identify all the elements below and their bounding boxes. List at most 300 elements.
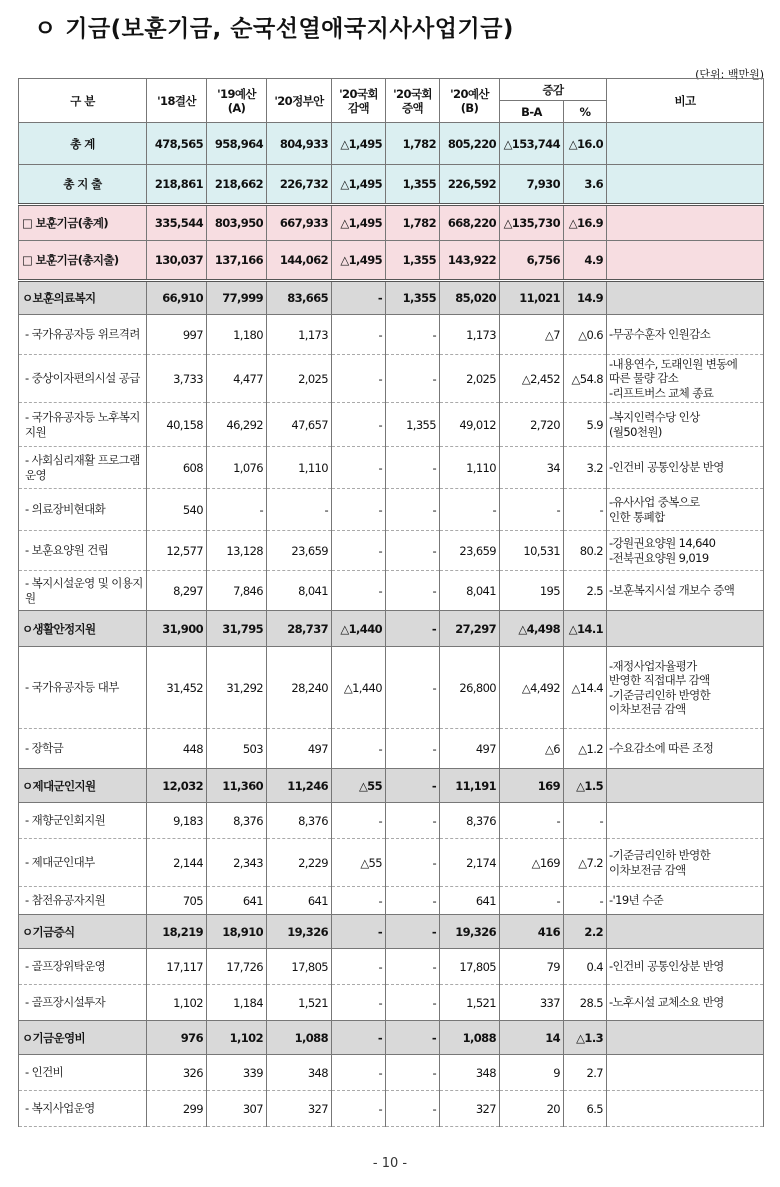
- table-row: [19, 985, 764, 1021]
- cell-value: -: [332, 985, 386, 1021]
- cell-value: 31,292: [207, 647, 267, 729]
- cell-value: 1,782: [386, 123, 440, 165]
- note-line: -기준금리인하 반영한: [609, 848, 711, 862]
- cell-value: △2,452: [500, 355, 564, 403]
- cell-value: 23,659: [440, 531, 500, 571]
- cell-value: 17,805: [267, 949, 332, 985]
- cell-value: 416: [500, 915, 564, 949]
- cell-value: 2,025: [440, 355, 500, 403]
- cell-value: -: [332, 915, 386, 949]
- cell-value: -: [386, 887, 440, 915]
- cell-value: 1,102: [147, 985, 207, 1021]
- cell-value: 8,297: [147, 571, 207, 611]
- cell-value: -: [332, 803, 386, 839]
- table-row: [19, 489, 764, 531]
- row-note: [607, 489, 764, 531]
- cell-value: 12,032: [147, 769, 207, 803]
- cell-value: 11,246: [267, 769, 332, 803]
- row-note: [607, 1091, 764, 1127]
- cell-value: 7,930: [500, 165, 564, 205]
- cell-value: 958,964: [207, 123, 267, 165]
- cell-value: 19,326: [440, 915, 500, 949]
- row-label: ㅇ기금운영비: [19, 1021, 147, 1055]
- cell-value: 3.6: [564, 165, 607, 205]
- cell-value: -: [386, 531, 440, 571]
- cell-value: 9: [500, 1055, 564, 1091]
- cell-value: 803,950: [207, 205, 267, 241]
- cell-value: -: [332, 571, 386, 611]
- table-row: [19, 571, 764, 611]
- cell-value: -: [332, 1055, 386, 1091]
- cell-value: △1.5: [564, 769, 607, 803]
- cell-value: 49,012: [440, 403, 500, 447]
- cell-value: -: [386, 355, 440, 403]
- grp-row: [19, 1021, 764, 1055]
- note-line: -복지인력수당 인상: [609, 410, 700, 424]
- cell-value: 327: [440, 1091, 500, 1127]
- cell-value: -: [332, 1091, 386, 1127]
- cell-value: 11,021: [500, 281, 564, 315]
- cell-value: △153,744: [500, 123, 564, 165]
- row-label: - 보훈요양원 건립: [19, 531, 147, 571]
- cell-value: 1,076: [207, 447, 267, 489]
- cell-value: 497: [267, 729, 332, 769]
- cell-value: 9,183: [147, 803, 207, 839]
- cell-value: 2,343: [207, 839, 267, 887]
- cell-value: △1,495: [332, 205, 386, 241]
- cell-value: 307: [207, 1091, 267, 1127]
- note-line: 따른 물량 감소: [609, 371, 679, 386]
- row-note: [607, 839, 764, 887]
- cell-value: 2.2: [564, 915, 607, 949]
- cell-value: -: [386, 647, 440, 729]
- row-label: - 재향군인회지원: [19, 803, 147, 839]
- cell-value: 14.9: [564, 281, 607, 315]
- table-row: [19, 887, 764, 915]
- row-note: [607, 355, 764, 403]
- cell-value: 85,020: [440, 281, 500, 315]
- cell-value: 641: [207, 887, 267, 915]
- cell-value: -: [332, 281, 386, 315]
- cell-value: -: [332, 949, 386, 985]
- cell-value: -: [386, 803, 440, 839]
- cell-value: △1.2: [564, 729, 607, 769]
- note-line: 이차보전금 감액: [609, 702, 686, 716]
- cell-value: 1,110: [267, 447, 332, 489]
- cell-value: 11,191: [440, 769, 500, 803]
- row-label: - 사회심리재활 프로그램운영: [19, 447, 147, 489]
- cell-value: 608: [147, 447, 207, 489]
- cell-value: 667,933: [267, 205, 332, 241]
- cell-value: 2,229: [267, 839, 332, 887]
- note-line: -인건비 공통인상분 반영: [609, 959, 724, 974]
- cell-value: △1,495: [332, 165, 386, 205]
- cell-value: 327: [267, 1091, 332, 1127]
- note-line: -강원권요양원 14,640: [609, 536, 716, 550]
- cell-value: -: [332, 887, 386, 915]
- grp-row: [19, 769, 764, 803]
- cell-value: -: [386, 985, 440, 1021]
- table-row: [19, 447, 764, 489]
- cell-value: 1,180: [207, 315, 267, 355]
- cell-value: △16.9: [564, 205, 607, 241]
- row-note: [607, 729, 764, 769]
- cell-value: 169: [500, 769, 564, 803]
- cell-value: -: [267, 489, 332, 531]
- cell-value: 8,376: [207, 803, 267, 839]
- cell-value: △1,440: [332, 647, 386, 729]
- row-note: [607, 1055, 764, 1091]
- row-note: [607, 647, 764, 729]
- cell-value: 1,173: [440, 315, 500, 355]
- row-label: - 제대군인대부: [19, 839, 147, 887]
- row-label: ㅇ제대군인지원: [19, 769, 147, 803]
- cell-value: 1,521: [440, 985, 500, 1021]
- header-assembly-increase: '20국회 증액: [386, 79, 440, 123]
- cell-value: 6.5: [564, 1091, 607, 1127]
- cell-value: △135,730: [500, 205, 564, 241]
- cell-value: 18,219: [147, 915, 207, 949]
- cell-value: -: [332, 729, 386, 769]
- row-label: - 골프장위탁운영: [19, 949, 147, 985]
- cell-value: -: [332, 447, 386, 489]
- table-row: [19, 355, 764, 403]
- row-note: [607, 769, 764, 803]
- cell-value: 19,326: [267, 915, 332, 949]
- row-label: □ 보훈기금(총지출): [19, 241, 147, 281]
- cell-value: 31,900: [147, 611, 207, 647]
- cell-value: 1,521: [267, 985, 332, 1021]
- table-row: [19, 647, 764, 729]
- cell-value: 28,240: [267, 647, 332, 729]
- cell-value: -: [564, 489, 607, 531]
- cell-value: -: [332, 315, 386, 355]
- cell-value: 17,726: [207, 949, 267, 985]
- row-label: 총 계: [19, 123, 147, 165]
- row-note: [607, 949, 764, 985]
- table-row: [19, 403, 764, 447]
- cell-value: △55: [332, 839, 386, 887]
- cell-value: 34: [500, 447, 564, 489]
- header-2020-gov-proposal: '20정부안: [267, 79, 332, 123]
- sum-row: [19, 165, 764, 205]
- row-label: □ 보훈기금(총계): [19, 205, 147, 241]
- table-row: [19, 803, 764, 839]
- cell-value: 130,037: [147, 241, 207, 281]
- cell-value: △4,498: [500, 611, 564, 647]
- cell-value: 804,933: [267, 123, 332, 165]
- cell-value: 668,220: [440, 205, 500, 241]
- cell-value: 2.7: [564, 1055, 607, 1091]
- cell-value: 2,025: [267, 355, 332, 403]
- cell-value: 83,665: [267, 281, 332, 315]
- cell-value: 335,544: [147, 205, 207, 241]
- cell-value: 348: [440, 1055, 500, 1091]
- header-2020-budget: '20예산 (B): [440, 79, 500, 123]
- row-label: - 장학금: [19, 729, 147, 769]
- cell-value: 8,376: [267, 803, 332, 839]
- cell-value: 3.2: [564, 447, 607, 489]
- cell-value: 1,355: [386, 241, 440, 281]
- cell-value: -: [386, 1091, 440, 1127]
- cell-value: 40,158: [147, 403, 207, 447]
- row-label: ㅇ생활안정지원: [19, 611, 147, 647]
- row-label: - 복지사업운영: [19, 1091, 147, 1127]
- header-2018-settlement: '18결산: [147, 79, 207, 123]
- cell-value: 337: [500, 985, 564, 1021]
- header-change-amount: B-A: [500, 101, 564, 123]
- cell-value: △7.2: [564, 839, 607, 887]
- cell-value: 1,782: [386, 205, 440, 241]
- cell-value: 8,041: [440, 571, 500, 611]
- header-change: 증감: [500, 79, 607, 101]
- cell-value: -: [386, 611, 440, 647]
- cell-value: △0.6: [564, 315, 607, 355]
- cell-value: 1,355: [386, 403, 440, 447]
- cell-value: 28.5: [564, 985, 607, 1021]
- cell-value: △1,495: [332, 241, 386, 281]
- row-label: - 국가유공자등 대부: [19, 647, 147, 729]
- row-label: - 중상이자편의시설 공급: [19, 355, 147, 403]
- cell-value: △14.1: [564, 611, 607, 647]
- row-label: 총 지 출: [19, 165, 147, 205]
- cell-value: -: [207, 489, 267, 531]
- row-label: - 인건비: [19, 1055, 147, 1091]
- cell-value: 12,577: [147, 531, 207, 571]
- cell-value: △4,492: [500, 647, 564, 729]
- table-row: [19, 839, 764, 887]
- cell-value: 1,355: [386, 281, 440, 315]
- row-label: ㅇ보훈의료복지: [19, 281, 147, 315]
- cell-value: 195: [500, 571, 564, 611]
- cell-value: 6,756: [500, 241, 564, 281]
- cell-value: 144,062: [267, 241, 332, 281]
- page-title: ㅇ 기금(보훈기금, 순국선열애국지사사업기금): [34, 16, 514, 42]
- cell-value: 0.4: [564, 949, 607, 985]
- note-line: (월50천원): [609, 424, 662, 439]
- row-label: - 복지시설운영 및 이용지원: [19, 571, 147, 611]
- note-line: -무공수훈자 인원감소: [609, 327, 711, 342]
- row-note: [607, 571, 764, 611]
- cell-value: 79: [500, 949, 564, 985]
- cell-value: -: [332, 1021, 386, 1055]
- cell-value: -: [332, 489, 386, 531]
- cell-value: 641: [267, 887, 332, 915]
- table-row: [19, 729, 764, 769]
- cell-value: 226,592: [440, 165, 500, 205]
- cell-value: -: [386, 571, 440, 611]
- cell-value: 218,861: [147, 165, 207, 205]
- cell-value: 976: [147, 1021, 207, 1055]
- cell-value: -: [500, 489, 564, 531]
- pink-row: [19, 205, 764, 241]
- cell-value: -: [386, 1055, 440, 1091]
- row-label: - 골프장시설투자: [19, 985, 147, 1021]
- grp-row: [19, 915, 764, 949]
- cell-value: 1,173: [267, 315, 332, 355]
- cell-value: △6: [500, 729, 564, 769]
- cell-value: 218,662: [207, 165, 267, 205]
- note-line: -유사사업 중복으로: [609, 495, 700, 509]
- cell-value: 497: [440, 729, 500, 769]
- cell-value: 641: [440, 887, 500, 915]
- row-note: [607, 281, 764, 315]
- cell-value: 31,795: [207, 611, 267, 647]
- note-line: 이차보전금 감액: [609, 862, 686, 877]
- cell-value: 348: [267, 1055, 332, 1091]
- header-category: 구 분: [19, 79, 147, 123]
- table-row: [19, 1091, 764, 1127]
- header-change-percent: %: [564, 101, 607, 123]
- cell-value: △16.0: [564, 123, 607, 165]
- cell-value: -: [386, 915, 440, 949]
- table-row: [19, 531, 764, 571]
- note-line: -수요감소에 따른 조정: [609, 741, 714, 756]
- cell-value: 23,659: [267, 531, 332, 571]
- note-line: -인건비 공통인상분 반영: [609, 460, 724, 475]
- cell-value: -: [386, 1021, 440, 1055]
- row-note: [607, 403, 764, 447]
- table-row: [19, 1055, 764, 1091]
- cell-value: -: [386, 839, 440, 887]
- cell-value: △7: [500, 315, 564, 355]
- note-line: -재정사업자율평가: [609, 658, 697, 673]
- cell-value: 1,184: [207, 985, 267, 1021]
- cell-value: 4,477: [207, 355, 267, 403]
- cell-value: 997: [147, 315, 207, 355]
- cell-value: 2,174: [440, 839, 500, 887]
- cell-value: 143,922: [440, 241, 500, 281]
- note-line: -리프트버스 교체 종료: [609, 385, 714, 400]
- cell-value: 77,999: [207, 281, 267, 315]
- cell-value: 80.2: [564, 531, 607, 571]
- note-line: -노후시설 교체소요 반영: [609, 995, 724, 1010]
- cell-value: △1,495: [332, 123, 386, 165]
- cell-value: -: [386, 769, 440, 803]
- cell-value: 1,355: [386, 165, 440, 205]
- cell-value: 137,166: [207, 241, 267, 281]
- cell-value: 705: [147, 887, 207, 915]
- cell-value: 503: [207, 729, 267, 769]
- cell-value: △1.3: [564, 1021, 607, 1055]
- cell-value: 66,910: [147, 281, 207, 315]
- row-note: [607, 241, 764, 281]
- row-note: [607, 611, 764, 647]
- cell-value: 540: [147, 489, 207, 531]
- cell-value: △1,440: [332, 611, 386, 647]
- cell-value: 14: [500, 1021, 564, 1055]
- grp-row: [19, 281, 764, 315]
- cell-value: 2.5: [564, 571, 607, 611]
- unit-label: (단위: 백만원): [695, 68, 764, 81]
- cell-value: 448: [147, 729, 207, 769]
- cell-value: 13,128: [207, 531, 267, 571]
- table-row: [19, 949, 764, 985]
- cell-value: 1,088: [440, 1021, 500, 1055]
- cell-value: 20: [500, 1091, 564, 1127]
- cell-value: 326: [147, 1055, 207, 1091]
- cell-value: -: [386, 315, 440, 355]
- cell-value: 4.9: [564, 241, 607, 281]
- cell-value: 28,737: [267, 611, 332, 647]
- cell-value: -: [500, 887, 564, 915]
- cell-value: 2,144: [147, 839, 207, 887]
- cell-value: 27,297: [440, 611, 500, 647]
- note-line: -'19년 수준: [609, 893, 664, 908]
- cell-value: -: [386, 447, 440, 489]
- row-note: [607, 315, 764, 355]
- row-note: [607, 985, 764, 1021]
- cell-value: 2,720: [500, 403, 564, 447]
- cell-value: 47,657: [267, 403, 332, 447]
- table-row: [19, 315, 764, 355]
- cell-value: 46,292: [207, 403, 267, 447]
- cell-value: 3,733: [147, 355, 207, 403]
- cell-value: 18,910: [207, 915, 267, 949]
- cell-value: 8,041: [267, 571, 332, 611]
- cell-value: △54.8: [564, 355, 607, 403]
- cell-value: 7,846: [207, 571, 267, 611]
- note-line: 반영한 직접대부 감액: [609, 673, 710, 687]
- cell-value: 805,220: [440, 123, 500, 165]
- fund-budget-table: [18, 78, 764, 1127]
- cell-value: △14.4: [564, 647, 607, 729]
- cell-value: 226,732: [267, 165, 332, 205]
- header-note: 비고: [607, 79, 764, 123]
- cell-value: -: [386, 949, 440, 985]
- row-note: [607, 123, 764, 165]
- row-note: [607, 205, 764, 241]
- cell-value: 11,360: [207, 769, 267, 803]
- row-label: - 국가유공자등 위르격려: [19, 315, 147, 355]
- cell-value: △169: [500, 839, 564, 887]
- cell-value: -: [386, 729, 440, 769]
- cell-value: △55: [332, 769, 386, 803]
- cell-value: 31,452: [147, 647, 207, 729]
- row-note: [607, 803, 764, 839]
- sum-row: [19, 123, 764, 165]
- row-note: [607, 165, 764, 205]
- cell-value: 1,102: [207, 1021, 267, 1055]
- pink-row: [19, 241, 764, 281]
- cell-value: 17,805: [440, 949, 500, 985]
- page-number: - 10 -: [372, 1156, 408, 1171]
- cell-value: 1,110: [440, 447, 500, 489]
- cell-value: 5.9: [564, 403, 607, 447]
- table-body: [19, 123, 764, 1127]
- row-note: [607, 915, 764, 949]
- row-label: - 국가유공자등 노후복지지원: [19, 403, 147, 447]
- cell-value: 478,565: [147, 123, 207, 165]
- cell-value: -: [332, 403, 386, 447]
- cell-value: 8,376: [440, 803, 500, 839]
- grp-row: [19, 611, 764, 647]
- cell-value: 17,117: [147, 949, 207, 985]
- row-label: ㅇ기금증식: [19, 915, 147, 949]
- cell-value: -: [440, 489, 500, 531]
- cell-value: 299: [147, 1091, 207, 1127]
- row-note: [607, 447, 764, 489]
- cell-value: 339: [207, 1055, 267, 1091]
- note-line: 인한 통폐합: [609, 509, 665, 524]
- note-line: -기준금리인하 반영한: [609, 687, 711, 702]
- cell-value: -: [564, 887, 607, 915]
- header-assembly-cut: '20국회 감액: [332, 79, 386, 123]
- row-label: - 참전유공자지원: [19, 887, 147, 915]
- cell-value: -: [332, 531, 386, 571]
- cell-value: -: [500, 803, 564, 839]
- header-2019-budget: '19예산 (A): [207, 79, 267, 123]
